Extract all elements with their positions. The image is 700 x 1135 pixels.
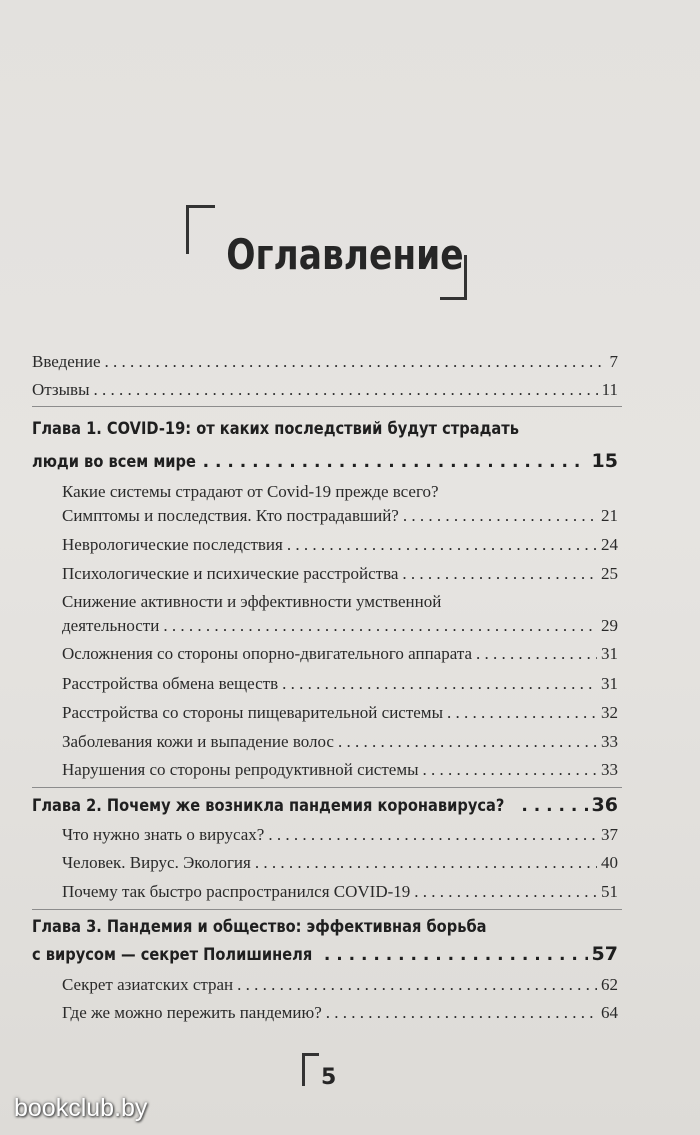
toc-entry-chapter-1[interactable] — [32, 450, 618, 472]
separator — [32, 406, 622, 407]
toc-entry-page: 37 — [601, 825, 618, 844]
toc-entry-page: 62 — [601, 975, 618, 994]
page-number: 5 — [321, 1065, 337, 1090]
leader-dots — [414, 882, 597, 902]
toc-entry-label: Неврологические последствия — [62, 535, 283, 554]
toc-entry-label: Расстройства обмена веществ — [62, 674, 279, 693]
leader-dots — [403, 506, 597, 526]
toc-entry-label: Секрет азиатских стран — [62, 975, 234, 994]
toc-entry-label: Где же можно пережить пандемию? — [62, 1003, 322, 1022]
toc-entry-spread[interactable] — [62, 882, 618, 902]
chapter-3-heading[interactable]: Глава 3. Пандемия и общество: эффективная борьба — [32, 917, 487, 937]
toc-entry-survive-pandemic[interactable] — [62, 1003, 618, 1023]
leader-dots — [203, 452, 588, 472]
toc-entry-page: 7 — [609, 352, 618, 371]
toc-entry-neurological[interactable] — [62, 535, 618, 555]
toc-entry-page: 33 — [601, 760, 618, 779]
leader-dots — [402, 564, 597, 584]
leader-dots — [326, 1003, 597, 1023]
leader-dots — [268, 825, 597, 845]
toc-entry-asian-countries[interactable] — [62, 975, 618, 995]
toc-entry-symptoms[interactable] — [62, 506, 618, 526]
toc-entry-page: 57 — [591, 943, 618, 965]
toc-entry-cognitive-line1: Снижение активности и эффективности умственной — [62, 592, 442, 611]
toc-entry-label: с вирусом — секрет Полишинеля — [32, 945, 313, 965]
toc-entry-label: Введение — [32, 352, 101, 371]
toc-entry-label: Человек. Вирус. Экология — [62, 853, 251, 872]
toc-entry-page: 64 — [601, 1003, 618, 1022]
toc-entry-page: 31 — [601, 674, 618, 693]
toc-entry-label: Заболевания кожи и выпадение волос — [62, 732, 334, 751]
leader-dots — [476, 644, 597, 664]
toc-entry-skin-hair[interactable] — [62, 732, 618, 752]
toc-entry-label: Глава 2. Почему же возникла пандемия коронавируса? — [32, 796, 505, 816]
leader-dots — [423, 760, 598, 780]
toc-entry-page: 31 — [601, 644, 618, 663]
leader-dots — [324, 945, 588, 965]
leader-dots — [338, 732, 597, 752]
toc-entry-label: Осложнения со стороны опорно-двигательного аппарата — [62, 644, 473, 663]
toc-entry-introduction[interactable] — [32, 352, 618, 372]
toc-entry-metabolic[interactable] — [62, 674, 618, 694]
toc-entry-page: 33 — [601, 732, 618, 751]
leader-dots — [255, 853, 597, 873]
toc-entry-label: люди во всем мире — [32, 452, 196, 472]
page-number-corner — [302, 1053, 319, 1086]
toc-entry-page: 32 — [601, 703, 618, 722]
toc-entry-page: 40 — [601, 853, 618, 872]
toc-entry-label: Психологические и психические расстройства — [62, 564, 399, 583]
leader-dots — [447, 703, 597, 723]
leader-dots — [521, 796, 587, 816]
watermark: bookclub.by — [14, 1094, 148, 1122]
toc-entry-page: 36 — [591, 794, 618, 816]
toc-entry-page: 29 — [601, 616, 618, 635]
toc-entry-ecology[interactable] — [62, 853, 618, 873]
toc-entry-chapter-2[interactable] — [32, 794, 618, 816]
toc-entry-label: Отзывы — [32, 380, 90, 399]
leader-dots — [237, 975, 597, 995]
toc-entry-systems-line1: Какие системы страдают от Covid-19 прежде всего? — [62, 482, 439, 501]
toc-entry-page: 51 — [601, 882, 618, 901]
leader-dots — [105, 352, 606, 372]
separator — [32, 909, 622, 910]
separator — [32, 787, 622, 788]
page-title: Оглавление — [226, 230, 464, 279]
toc-entry-viruses[interactable] — [62, 825, 618, 845]
toc-entry-page: 15 — [591, 450, 618, 472]
toc-entry-label: Почему так быстро распространился COVID-19 — [62, 882, 411, 901]
leader-dots — [287, 535, 597, 555]
toc-entry-cognitive[interactable] — [62, 616, 618, 636]
toc-entry-label: Нарушения со стороны репродуктивной системы — [62, 760, 419, 779]
leader-dots — [163, 616, 597, 636]
toc-entry-page: 11 — [601, 380, 618, 399]
toc-entry-page: 25 — [601, 564, 618, 583]
toc-entry-reproductive[interactable] — [62, 760, 618, 780]
toc-entry-page: 24 — [601, 535, 618, 554]
chapter-1-heading[interactable]: Глава 1. COVID-19: от каких последствий будут страдать — [32, 419, 519, 439]
toc-entry-label: деятельности — [62, 616, 160, 635]
toc-entry-musculoskeletal[interactable] — [62, 644, 618, 664]
toc-entry-label: Расстройства со стороны пищеварительной системы — [62, 703, 443, 722]
leader-dots — [94, 380, 598, 400]
toc-entry-page: 21 — [601, 506, 618, 525]
leader-dots — [282, 674, 597, 694]
toc-entry-label: Симптомы и последствия. Кто пострадавший? — [62, 506, 399, 525]
toc-entry-digestive[interactable] — [62, 703, 618, 723]
toc-entry-label: Что нужно знать о вирусах? — [62, 825, 265, 844]
toc-entry-reviews[interactable] — [32, 380, 618, 400]
toc-entry-psychological[interactable] — [62, 564, 618, 584]
toc-entry-chapter-3[interactable] — [32, 943, 618, 965]
